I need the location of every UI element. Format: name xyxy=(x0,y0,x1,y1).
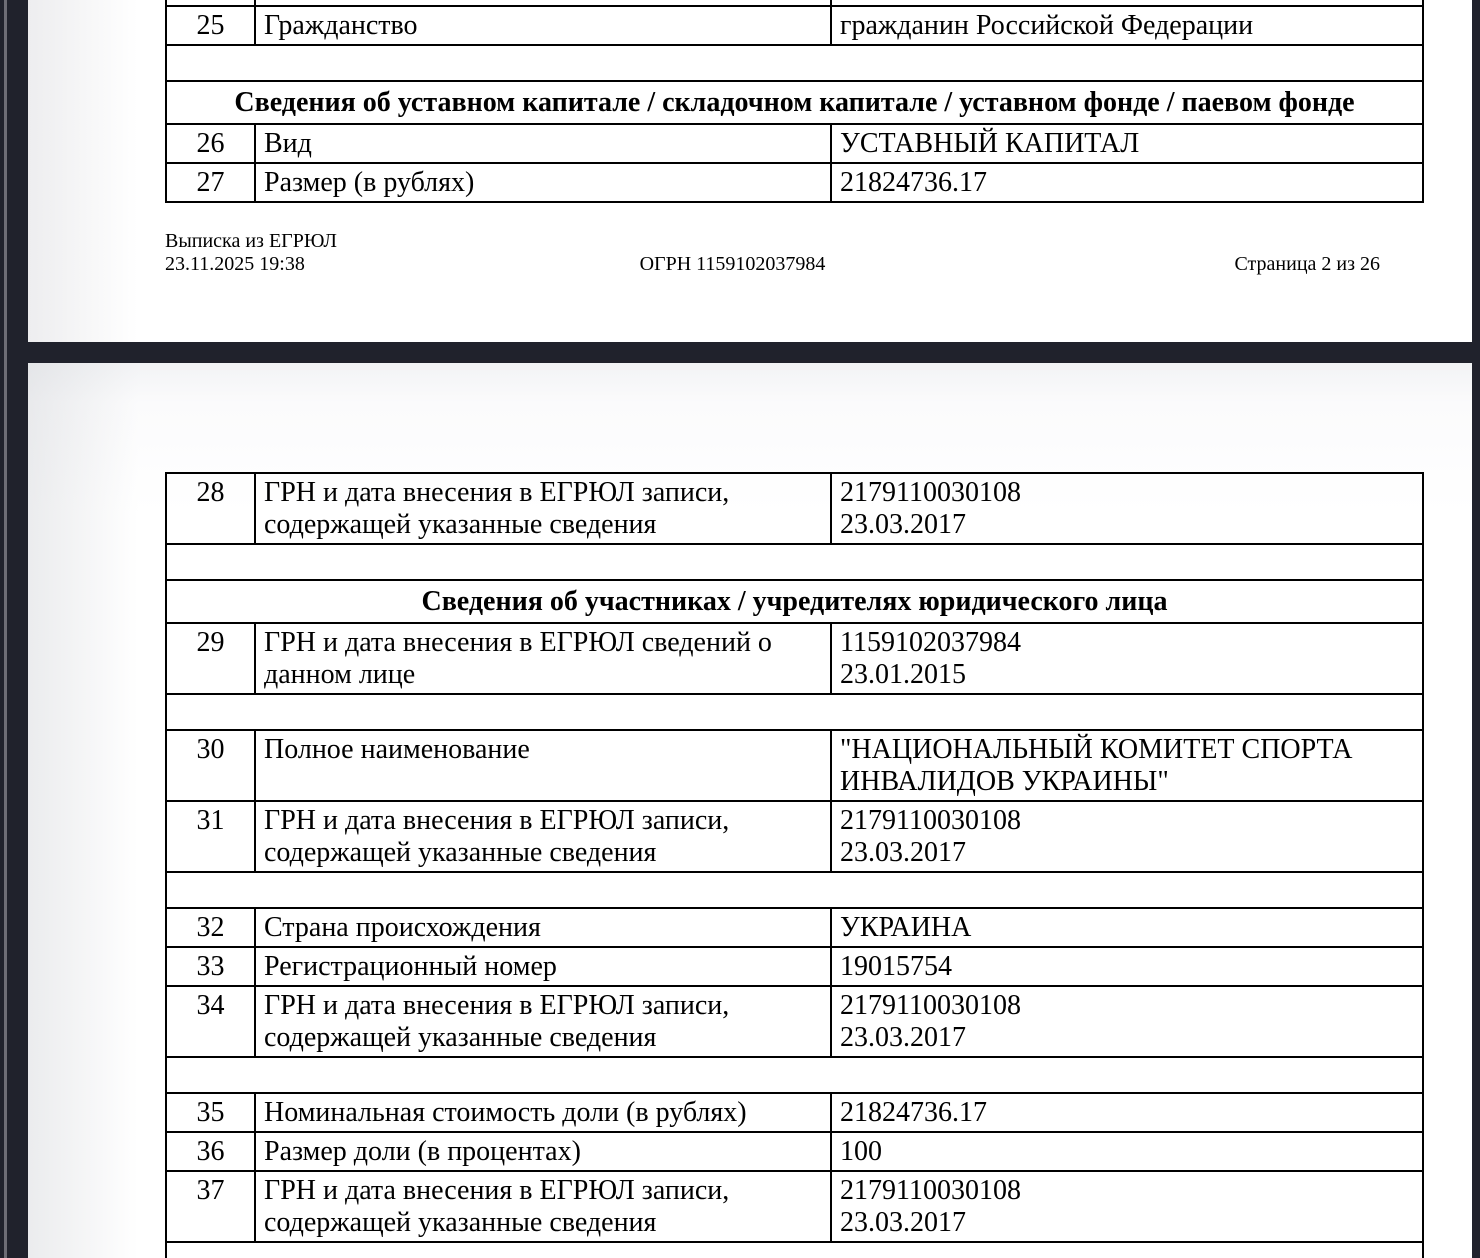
spacer-row xyxy=(166,872,1423,908)
value-line: 2179110030108 xyxy=(840,990,1021,1021)
value-line: "НАЦИОНАЛЬНЫЙ КОМИТЕТ СПОРТА xyxy=(840,734,1353,765)
extract-datetime: 23.11.2025 19:38 xyxy=(165,253,305,275)
value-line: 23.01.2015 xyxy=(840,659,966,690)
table-row xyxy=(166,124,1423,163)
row-number-cell: 36 xyxy=(166,1132,255,1171)
section-header-row xyxy=(166,580,1423,623)
row-number-cell: 34 xyxy=(166,986,255,1057)
row-number-cell: 37 xyxy=(166,1171,255,1242)
ogrn-label: ОГРН 1159102037984 xyxy=(639,253,826,275)
value-line: гражданин Российской Федерации xyxy=(840,10,1254,41)
table-row xyxy=(166,623,1423,694)
row-number-cell: 25 xyxy=(166,6,255,45)
document-page-2 xyxy=(28,0,1472,342)
value-line: 23.03.2017 xyxy=(840,1207,966,1238)
row-value-cell xyxy=(831,801,1423,872)
row-label-cell xyxy=(255,947,831,986)
row-label-cell xyxy=(255,1171,831,1242)
value-line: УСТАВНЫЙ КАПИТАЛ xyxy=(840,128,1140,159)
label-line: ГРН и дата внесения в ЕГРЮЛ сведений о xyxy=(264,627,772,658)
label-line: Номинальная стоимость доли (в рублях) xyxy=(264,1097,747,1128)
row-number-cell: 28 xyxy=(166,473,255,544)
label-line: ГРН и дата внесения в ЕГРЮЛ записи, xyxy=(264,805,730,836)
row-value-cell xyxy=(831,6,1423,45)
page-indicator: Страница 2 из 26 xyxy=(1234,253,1380,275)
spacer-cell xyxy=(166,45,1423,81)
label-line: Вид xyxy=(264,128,312,159)
row-label-cell xyxy=(255,473,831,544)
spacer-row xyxy=(166,1242,1423,1258)
row-label-cell xyxy=(255,163,831,202)
row-label-cell xyxy=(255,1132,831,1171)
row-label-cell xyxy=(255,6,831,45)
spacer-cell xyxy=(166,1057,1423,1093)
row-number-cell: 27 xyxy=(166,163,255,202)
row-value-cell xyxy=(831,1171,1423,1242)
value-line: 21824736.17 xyxy=(840,167,987,198)
value-line: 23.03.2017 xyxy=(840,509,966,540)
section-header-cell: Сведения об уставном капитале / складочном капитале / уставном фонде / паевом фонде xyxy=(166,81,1423,124)
spacer-cell xyxy=(166,1242,1423,1258)
label-line: Полное наименование xyxy=(264,734,530,765)
egrul-table-page3 xyxy=(165,472,1424,1258)
footer-doc-block xyxy=(165,230,337,276)
table-row xyxy=(166,947,1423,986)
document-page-3 xyxy=(28,363,1472,1258)
value-line: 23.03.2017 xyxy=(840,1022,966,1053)
table-row xyxy=(166,730,1423,801)
row-label-cell xyxy=(255,801,831,872)
label-line: содержащей указанные сведения xyxy=(264,1022,657,1053)
value-line: 1159102037984 xyxy=(840,627,1021,658)
table-row xyxy=(166,1171,1423,1242)
value-line: 21824736.17 xyxy=(840,1097,987,1128)
spacer-row xyxy=(166,45,1423,81)
table-wrap-page2 xyxy=(165,0,1380,203)
page-footer xyxy=(165,230,1380,280)
row-value-cell xyxy=(831,986,1423,1057)
row-number-cell: 30 xyxy=(166,730,255,801)
value-line: 2179110030108 xyxy=(840,477,1021,508)
value-line: 2179110030108 xyxy=(840,1175,1021,1206)
label-line: ГРН и дата внесения в ЕГРЮЛ записи, xyxy=(264,477,730,508)
label-line: Размер доли (в процентах) xyxy=(264,1136,581,1167)
label-line: содержащей указанные сведения xyxy=(264,1207,657,1238)
table-row xyxy=(166,1132,1423,1171)
label-line: Регистрационный номер xyxy=(264,951,557,982)
value-line: 23.03.2017 xyxy=(840,837,966,868)
spacer-cell xyxy=(166,544,1423,580)
value-line: 2179110030108 xyxy=(840,805,1021,836)
row-value-cell xyxy=(831,908,1423,947)
row-value-cell xyxy=(831,730,1423,801)
row-value-cell xyxy=(831,1132,1423,1171)
spacer-row xyxy=(166,544,1423,580)
table-row xyxy=(166,1093,1423,1132)
row-label-cell xyxy=(255,623,831,694)
spacer-row xyxy=(166,1057,1423,1093)
table-row xyxy=(166,6,1423,45)
row-value-cell xyxy=(831,124,1423,163)
row-value-cell xyxy=(831,163,1423,202)
table-row xyxy=(166,801,1423,872)
label-line: Страна происхождения xyxy=(264,912,541,943)
row-number-cell: 26 xyxy=(166,124,255,163)
row-value-cell xyxy=(831,623,1423,694)
section-header-row xyxy=(166,81,1423,124)
row-label-cell xyxy=(255,986,831,1057)
value-line: 19015754 xyxy=(840,951,952,982)
spacer-row xyxy=(166,694,1423,730)
label-line: данном лице xyxy=(264,659,416,690)
spacer-cell xyxy=(166,694,1423,730)
label-line: Гражданство xyxy=(264,10,418,41)
label-line: ГРН и дата внесения в ЕГРЮЛ записи, xyxy=(264,1175,730,1206)
pane-divider[interactable] xyxy=(4,0,7,1258)
label-line: ГРН и дата внесения в ЕГРЮЛ записи, xyxy=(264,990,730,1021)
row-label-cell xyxy=(255,730,831,801)
row-number-cell: 29 xyxy=(166,623,255,694)
table-row xyxy=(166,908,1423,947)
label-line: содержащей указанные сведения xyxy=(264,837,657,868)
row-value-cell xyxy=(831,473,1423,544)
row-label-cell xyxy=(255,124,831,163)
label-line: Размер (в рублях) xyxy=(264,167,475,198)
row-label-cell xyxy=(255,1093,831,1132)
table-wrap-page3 xyxy=(165,472,1380,1258)
spacer-cell xyxy=(166,872,1423,908)
doc-type-label: Выписка из ЕГРЮЛ xyxy=(165,230,337,252)
row-number-cell: 33 xyxy=(166,947,255,986)
row-number-cell: 31 xyxy=(166,801,255,872)
value-line: ИНВАЛИДОВ УКРАИНЫ" xyxy=(840,766,1169,797)
row-value-cell xyxy=(831,947,1423,986)
value-line: 100 xyxy=(840,1136,882,1167)
row-number-cell: 32 xyxy=(166,908,255,947)
row-number-cell: 35 xyxy=(166,1093,255,1132)
table-row xyxy=(166,473,1423,544)
row-value-cell xyxy=(831,1093,1423,1132)
label-line: содержащей указанные сведения xyxy=(264,509,657,540)
value-line: УКРАИНА xyxy=(840,912,972,943)
table-row xyxy=(166,163,1423,202)
row-label-cell xyxy=(255,908,831,947)
table-row xyxy=(166,986,1423,1057)
egrul-table-page2 xyxy=(165,0,1424,203)
section-header-cell: Сведения об участниках / учредителях юридического лица xyxy=(166,580,1423,623)
